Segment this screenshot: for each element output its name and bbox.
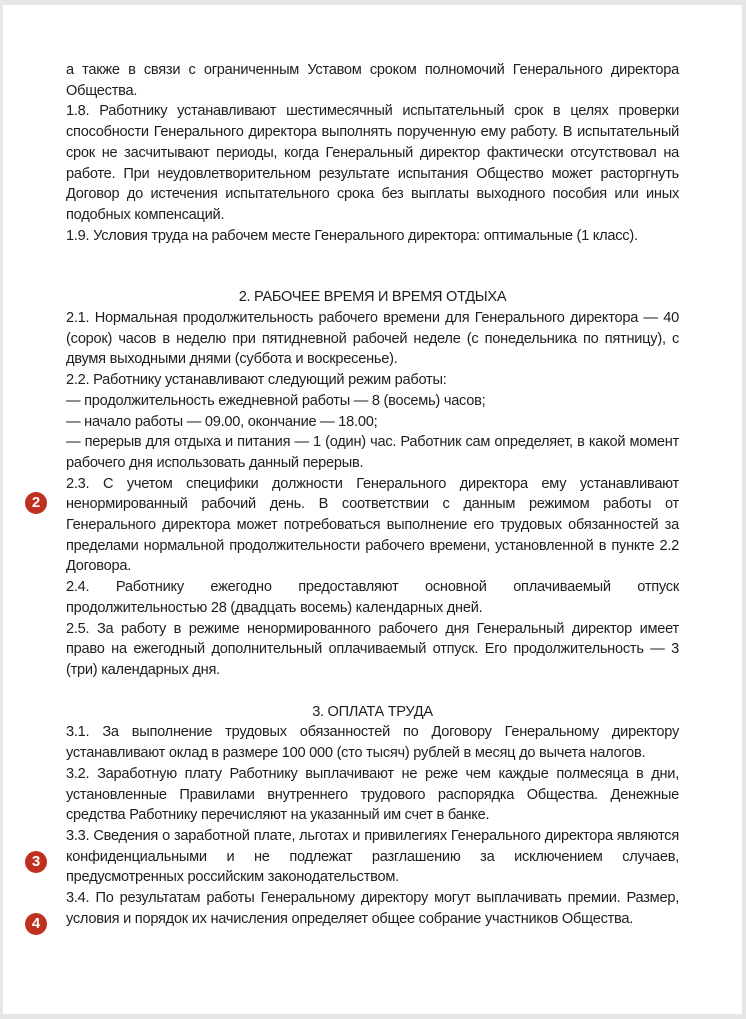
annotation-badge-2: 2 bbox=[25, 492, 47, 514]
list-item: — перерыв для отдыха и питания — 1 (один) час. Работник сам определяет, в какой момент рабочего дня использовать данный перерыв. bbox=[66, 434, 679, 471]
list-item: — начало работы — 09.00, окончание — 18.00; bbox=[66, 413, 378, 430]
paragraph-2-5: 2.5. За работу в режиме ненормированного рабочего дня Генеральный директор имеет право на ежегодный дополнительный оплачиваемый отпуск. Его продолжительность — 3 (три) календарных дня. bbox=[66, 620, 679, 678]
paragraph-3-2: 3.2. Заработную плату Работнику выплачивают не реже чем каждые полмесяца в дни, установленные Правилами внутреннего трудового распорядка Общества. Денежные средства Работнику перечисляют на указанный им счет в банке. bbox=[66, 765, 679, 824]
paragraph-3-4: 3.4. По результатам работы Генеральному директору могут выплачивать премии. Размер, условия и порядок их начисления определяет общее собрание участников Общества. bbox=[66, 890, 679, 927]
annotation-badge-4: 4 bbox=[25, 913, 47, 935]
section-3-heading: 3. ОПЛАТА ТРУДА bbox=[312, 703, 433, 720]
paragraph-1-8: 1.8. Работнику устанавливают шестимесячный испытательный срок в целях проверки способности Генерального директора выполнять порученную ему работу. В испытательный срок не засчитывают периоды, когда Генеральный директор фактически отсутствовал на работе. При неудовлетворительном результате испытания Общество может расторгнуть Договор до истечения испытательного срока без выплаты выходного пособия или иных подобных компенсаций. bbox=[66, 103, 679, 223]
paragraph-2-2: 2.2. Работнику устанавливают следующий режим работы: bbox=[66, 372, 447, 389]
list-item: — продолжительность ежедневной работы — 8 (восемь) часов; bbox=[66, 392, 486, 409]
paragraph-intro: а также в связи с ограниченным Уставом сроком полномочий Генерального директора Общества. bbox=[66, 62, 679, 99]
paragraph-3-1: 3.1. За выполнение трудовых обязанностей по Договору Генеральному директору устанавливают оклад в размере 100 000 (сто тысяч) рублей в месяц до вычета налогов. bbox=[66, 724, 679, 762]
paragraph-2-3: 2.3. С учетом специфики должности Генерального директора ему устанавливают ненормированный рабочий день. В соответствии с данным режимом работы от Генерального директора может потребоваться выполнение его трудовых обязанностей за пределами нормальной продолжительности рабочего времени, установленной в пункте 2.2 Договора. bbox=[66, 475, 679, 575]
document-body bbox=[66, 60, 679, 929]
paragraph-3-3: 3.3. Сведения о заработной плате, льготах и привилегиях Генерального директора являются конфиденциальными и не подлежат разглашению за исключением случаев, предусмотренных российским законодательством. bbox=[66, 827, 679, 886]
paragraph-2-1: 2.1. Нормальная продолжительность рабочего времени для Генерального директора — 40 (сорок) часов в неделю при пятидневной рабочей неделе (с понедельника по пятницу), с двумя выходными днями (суббота и воскресенье). bbox=[66, 310, 679, 368]
paragraph-2-4: 2.4. Работнику ежегодно предоставляют основной оплачиваемый отпуск продолжительностью 28 (двадцать восемь) календарных дней. bbox=[66, 579, 679, 616]
annotation-badge-3: 3 bbox=[25, 851, 47, 873]
section-2-heading: 2. РАБОЧЕЕ ВРЕМЯ И ВРЕМЯ ОТДЫХА bbox=[238, 289, 507, 306]
paragraph-1-9: 1.9. Условия труда на рабочем месте Генерального директора: оптимальные (1 класс). bbox=[66, 227, 638, 244]
